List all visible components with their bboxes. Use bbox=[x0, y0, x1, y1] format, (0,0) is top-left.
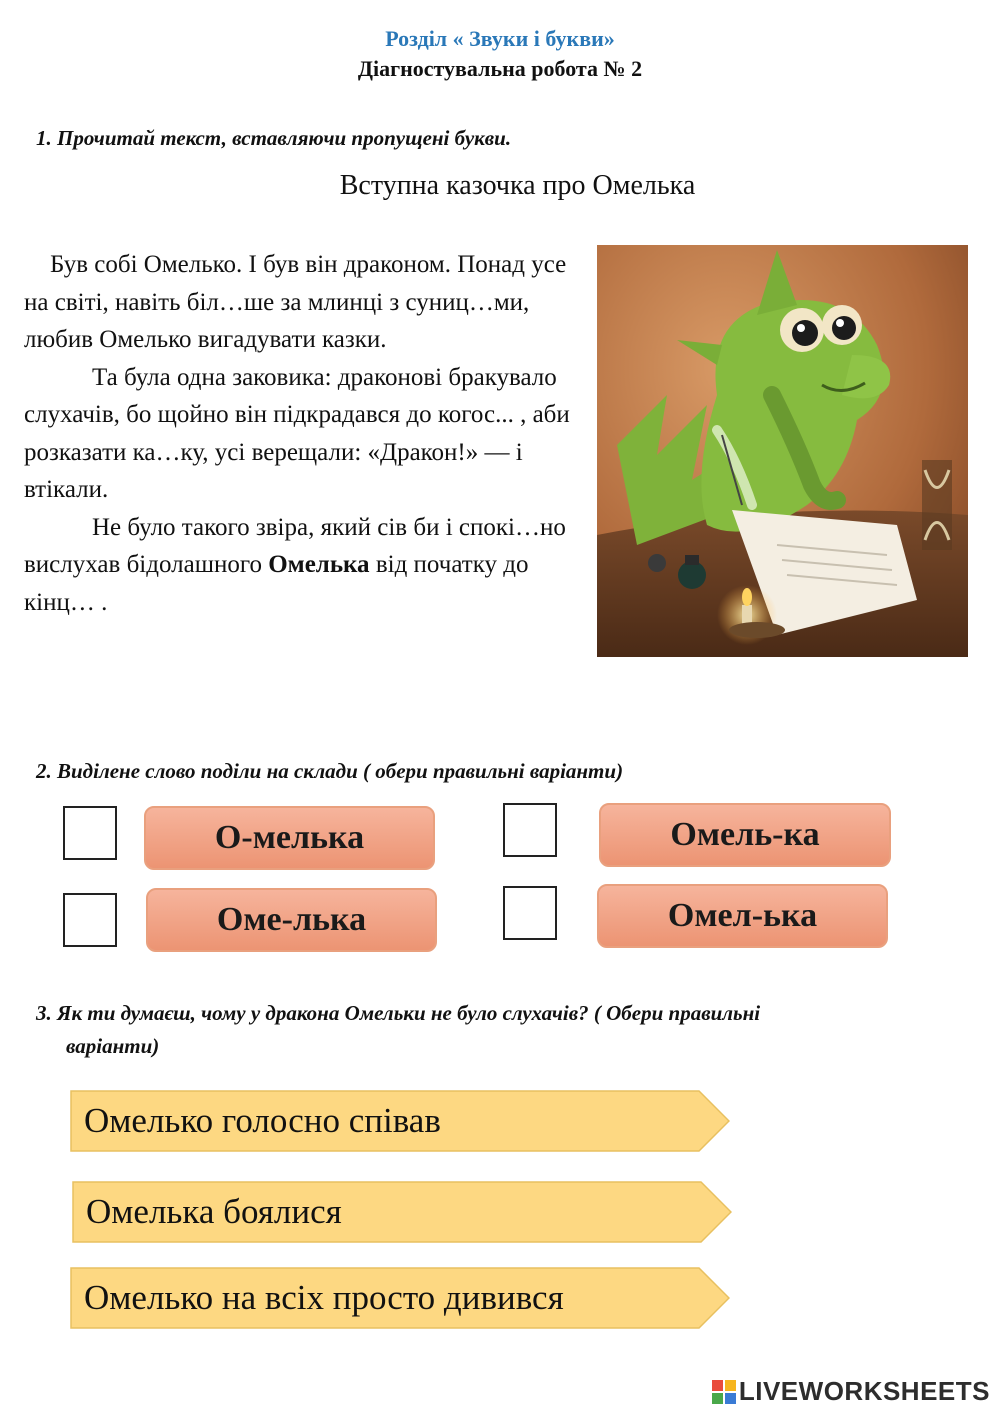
checkbox-option-1[interactable] bbox=[63, 806, 117, 860]
task2-instruction: 2. Виділене слово поділи на склади ( обери правильні варіанти) bbox=[36, 759, 624, 783]
logo-text: LIVEWORKSHEETS bbox=[738, 1376, 990, 1406]
answer-option-1-label: Омелько голосно співав bbox=[84, 1101, 441, 1140]
syllable-option-3[interactable]: Оме-лька bbox=[146, 888, 437, 952]
story-p3-start: Не було такого звіра, який сів би і спокі…но вислухав бідолашного bbox=[24, 513, 566, 578]
story-paragraph-2: Та була одна заковика: драконові бракувало слухачів, бо щойно він підкрадався до когос... , аби розказати ка…ку, усі верещали: «Дракон!» — і втікали. bbox=[24, 363, 570, 503]
answer-option-3-label: Омелько на всіх просто дивився bbox=[84, 1278, 564, 1317]
syllable-option-1[interactable]: О-мелька bbox=[144, 806, 435, 870]
liveworksheets-icon bbox=[712, 1380, 736, 1404]
section-title: Розділ « Звуки і букви» bbox=[385, 26, 615, 51]
story-paragraph-3 bbox=[24, 509, 589, 622]
story-paragraph-1: Був собі Омелько. І був він драконом. Понад усе на світі, навіть біл…ше за млинці з суниц…ми, любив Омелько вигадувати казки. bbox=[24, 251, 567, 353]
story-p3-end: від початку до кінц… . bbox=[24, 551, 529, 616]
highlighted-word: Омелька bbox=[268, 551, 370, 578]
work-title: Діагностувальна робота № 2 bbox=[357, 56, 643, 81]
story-text bbox=[24, 246, 589, 621]
syllable-option-2[interactable]: Омель-ка bbox=[599, 803, 891, 867]
answer-option-2[interactable] bbox=[72, 1181, 732, 1243]
checkbox-option-2[interactable] bbox=[503, 803, 557, 857]
dragon-illustration bbox=[597, 245, 968, 657]
liveworksheets-logo[interactable] bbox=[712, 1376, 990, 1407]
task1-instruction: 1. Прочитай текст, вставляючи пропущені букви. bbox=[36, 126, 512, 150]
story-title: Вступна казочка про Омелька bbox=[339, 170, 696, 201]
checkbox-option-3[interactable] bbox=[63, 893, 117, 947]
dragon-picture-icon bbox=[597, 245, 968, 657]
task3-instruction-line2: варіанти) bbox=[66, 1034, 160, 1058]
answer-option-1[interactable] bbox=[70, 1090, 730, 1152]
syllable-option-4[interactable]: Омел-ька bbox=[597, 884, 888, 948]
answer-option-2-label: Омелька боялися bbox=[86, 1192, 342, 1231]
answer-option-3[interactable] bbox=[70, 1267, 730, 1329]
checkbox-option-4[interactable] bbox=[503, 886, 557, 940]
task3-instruction-line1: 3. Як ти думаєш, чому у дракона Омельки не було слухачів? ( Обери правильні bbox=[36, 1001, 761, 1025]
